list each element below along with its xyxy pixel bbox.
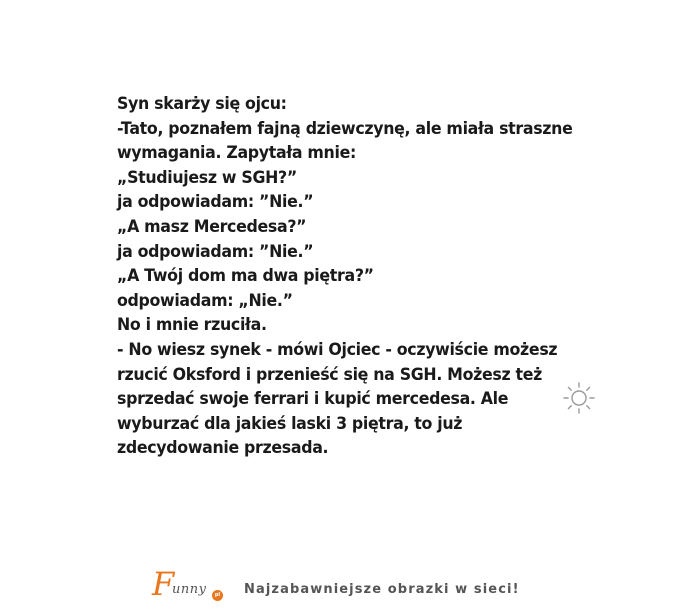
logo-text: unny — [172, 582, 207, 597]
joke-line: wyburzać dla jakieś laski 3 piętra, to już — [117, 413, 463, 434]
joke-line: - No wiesz synek - mówi Ojciec - oczywiście możesz — [117, 339, 558, 360]
joke-line: odpowiadam: „Nie.” — [117, 290, 293, 311]
joke-line: „Studiujesz w SGH?” — [117, 167, 297, 188]
sun-icon[interactable] — [562, 381, 596, 415]
logo-badge: pl — [212, 590, 223, 601]
joke-line: „A Twój dom ma dwa piętra?” — [117, 266, 374, 287]
logo-initial: F — [152, 565, 175, 603]
joke-line: No i mnie rzuciła. — [117, 315, 267, 336]
site-tagline: Najzabawniejsze obrazki w sieci! — [244, 582, 520, 597]
site-logo[interactable] — [152, 565, 232, 608]
joke-line: „A masz Mercedesa?” — [117, 216, 307, 237]
joke-line: wymagania. Zapytała mnie: — [117, 143, 356, 164]
joke-line: -Tato, poznałem fajną dziewczynę, ale miała straszne — [117, 118, 573, 139]
joke-line: Syn skarży się ojcu: — [117, 94, 287, 114]
joke-line: ja odpowiadam: ”Nie.” — [117, 192, 314, 213]
joke-line: ja odpowiadam: ”Nie.” — [117, 241, 314, 262]
joke-line: zdecydowanie przesada. — [117, 438, 329, 459]
footer — [0, 565, 700, 612]
joke-line: sprzedać swoje ferrari i kupić mercedesa. Ale — [117, 389, 509, 410]
joke-line: rzucić Oksford i przenieść się na SGH. Możesz też — [117, 364, 543, 385]
